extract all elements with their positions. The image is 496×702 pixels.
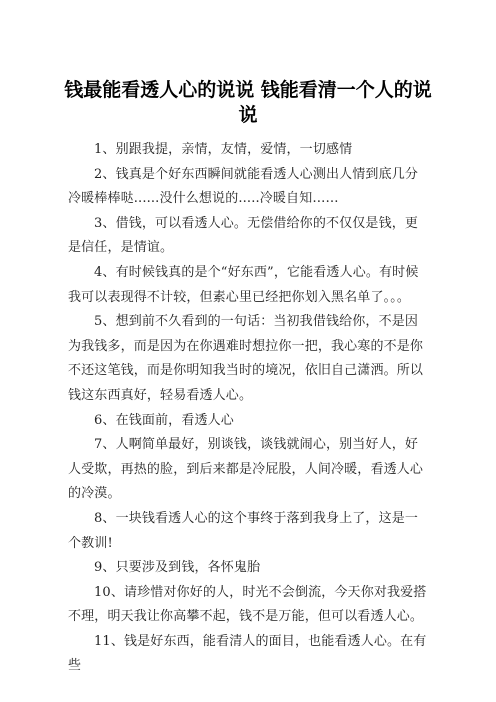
paragraph-1: 1、别跟我提，亲情，友情，爱情，一切感情 <box>94 142 353 157</box>
document-body <box>68 138 428 679</box>
paragraph-11: 11、钱是好东西，能看清人的面目，也能看透人心。在有些 <box>68 633 427 674</box>
paragraph-8: 8、一块钱看透人心的这个事终于落到我身上了，这是一个教训! <box>68 510 419 551</box>
document-title: 钱最能看透人心的说说 钱能看清一个人的说说 <box>64 79 432 126</box>
paragraph-6: 6、在钱面前，看透人心 <box>94 412 234 428</box>
paragraph-2: 2、钱真是个好东西瞬间就能看透人心测出人情到底几分冷暖棒棒哒......没什么想说的.....冷暖自知…… <box>68 166 419 207</box>
paragraph-5: 5、想到前不久看到的一句话：当初我借钱给你，不是因为我钱多，而是因为在你遇难时想拉你一把，我心寒的不是你不还这笔钱，而是你明知我当时的境况，依旧自己潇洒。所以钱这东西真好，轻易看透人心。 <box>68 314 424 403</box>
paragraph-9: 9、只要涉及到钱，各怀鬼胎 <box>94 560 261 576</box>
paragraph-10: 10、请珍惜对你好的人，时光不会倒流，今天你对我爱搭不理，明天我让你高攀不起，钱不是万能，但可以看透人心。 <box>68 584 427 625</box>
paragraph-3: 3、借钱，可以看透人心。无偿借给你的不仅仅是钱，更是信任，是情谊。 <box>68 215 419 256</box>
paragraph-7: 7、人啊简单最好，别谈钱，谈钱就闹心，别当好人，好人受欺，再热的脸，到后来都是冷屁股，人间冷暖，看透人心的冷漠。 <box>68 437 424 502</box>
paragraph-4: 4、有时候钱真的是个“好东西”，它能看透人心。有时候我可以表现得不计较，但素心里已经把你划入黑名单了。。。 <box>68 264 419 305</box>
